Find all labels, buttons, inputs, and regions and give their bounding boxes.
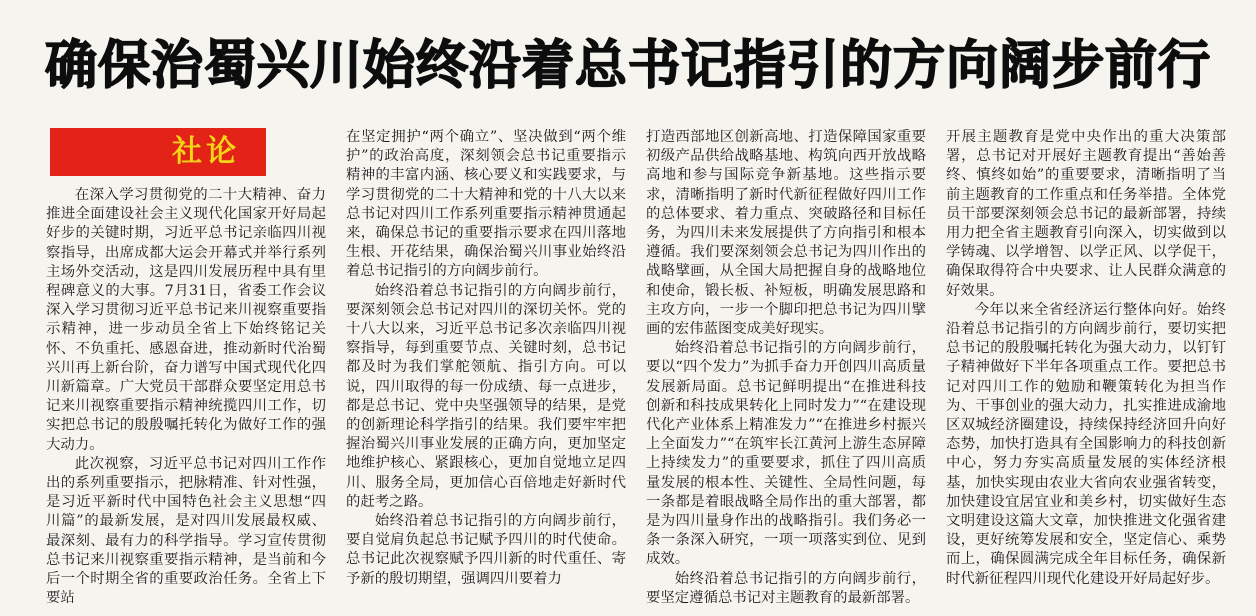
paragraph: 在深入学习贯彻党的二十大精神、奋力推进全面建设社会主义现代化国家开好局起好步的关键时期，习近平总书记亲临四川视察指导，出席成都大运会开幕式并举行系列主场外交活动，这是四川发展历程中具有里程碑意义的大事。7月31日，省委工作会议深入学习贯彻习近平总书记来川视察重要指示精神，进一步动员全省上下始终铭记关怀、不负重托、感恩奋进，推动新时代治蜀兴川再上新台阶，奋力谱写中国式现代化四川新篇章。广大党员干部群众要坚定用总书记来川视察重要指示精神统揽四川工作，切实把总书记的殷殷嘱托转化为做好工作的强大动力。 [46, 187, 326, 453]
paragraph: 在坚定拥护“两个确立”、坚决做到“两个维护”的政治高度，深刻领会总书记重要指示精神的丰富内涵、核心要义和实践要求，与学习贯彻党的二十大精神和党的十八大以来总书记对四川工作系列重要指示精神贯通起来，确保总书记的重要指示要求在四川落地生根、开花结果，确保治蜀兴川事业始终沿着总书记指引的方向阔步前行。 [346, 129, 626, 280]
column-2 [346, 128, 626, 616]
editorial-section-tag [50, 128, 266, 176]
article-columns [46, 128, 1226, 616]
paragraph: 此次视察，习近平总书记对四川工作作出的系列重要指示，把脉精准、针对性强，是习近平新时代中国特色社会主义思想“四川篇”的最新发展，是对四川发展最权威、最深刻、最有力的科学指导。学习宣传贯彻总书记来川视察重要指示精神，是当前和今后一个时期全省的重要政治任务。全省上下要站 [46, 455, 326, 607]
column-3 [646, 128, 926, 616]
column-4 [946, 128, 1226, 616]
section-label: 社论 [172, 134, 240, 170]
paragraph: 开展主题教育是党中央作出的重大决策部署，总书记对开展好主题教育提出“善始善终、慎终如始”的重要要求，清晰指明了当前主题教育的工作重点和任务举措。全体党员干部要深刻领会总书记的最新部署，持续用力把全省主题教育引向深入，切实做到以学铸魂、以学增智、以学正风、以学促干，确保取得符合中央要求、让人民群众满意的好效果。 [946, 129, 1226, 299]
paragraph: 打造西部地区创新高地、打造保障国家重要初级产品供给战略基地、构筑向西开放战略高地和参与国际竞争新基地。这些指示要求，清晰指明了新时代新征程做好四川工作的总体要求、着力重点、突破路径和目标任务，为四川未来发展提供了方向指引和根本遵循。我们要深刻领会总书记为四川作出的战略擘画，从全国大局把握自身的战略地位和使命，锻长板、补短板，明确发展思路和主攻方向，一步一个脚印把总书记为四川擘画的宏伟蓝图变成美好现实。 [646, 129, 926, 338]
paragraph: 今年以来全省经济运行整体向好。始终沿着总书记指引的方向阔步前行，要切实把总书记的殷殷嘱托转化为强大动力，以钉钉子精神做好下半年各项重点工作。要把总书记对四川工作的勉励和鞭策转化为担当作为、干事创业的强大动力，扎实推进成渝地区双城经济圈建设，持续保持经济回升向好态势，加快打造具有全国影响力的科技创新中心，努力夯实高质量发展的实体经济根基，加快实现由农业大省向农业强省转变，加快建设宜居宜业和美乡村，切实做好生态文明建设这篇大文章，加快推进文化强省建设，更好统筹发展和安全，坚定信心、乘势而上，确保圆满完成全年目标任务，确保新时代新征程四川现代化建设开好局起好步。 [946, 301, 1226, 587]
paragraph: 始终沿着总书记指引的方向阔步前行，要自觉肩负起总书记赋予四川的时代使命。总书记此次视察赋予四川新的时代重任、寄予新的殷切期望，强调四川要着力 [346, 513, 626, 587]
paragraph: 始终沿着总书记指引的方向阔步前行，要坚定遵循总书记对主题教育的最新部署。 [646, 570, 926, 606]
paragraph: 始终沿着总书记指引的方向阔步前行，要以“四个发力”为抓手奋力开创四川高质量发展新局面。总书记鲜明提出“在推进科技创新和科技成果转化上同时发力”“在建设现代化产业体系上精准发力”“在推进乡村振兴上全面发力”“在筑牢长江黄河上游生态屏障上持续发力”的重要要求，抓住了四川高质量发展的根本性、关键性、全局性问题，每一条都是着眼战略全局作出的重大部署，都是为四川量身作出的战略指引。我们务必一条一条深入研究，一项一项落实到位、见到成效。 [646, 340, 926, 568]
paragraph: 始终沿着总书记指引的方向阔步前行，要深刻领会总书记对四川的深切关怀。党的十八大以来，习近平总书记多次亲临四川视察指导，每到重要节点、关键时刻，总书记都及时为我们掌舵领航、指引方向。可以说，四川取得的每一份成绩、每一点进步，都是总书记、党中央坚强领导的结果，是党的创新理论科学指引的结果。我们要牢牢把握治蜀兴川事业发展的正确方向，更加坚定地维护核心、紧跟核心，更加自觉地立足四川、服务全局，更加信心百倍地走好新时代的赶考之路。 [346, 282, 626, 510]
column-1 [46, 128, 326, 616]
headline: 确保治蜀兴川始终沿着总书记指引的方向阔步前行 [44, 35, 1211, 96]
